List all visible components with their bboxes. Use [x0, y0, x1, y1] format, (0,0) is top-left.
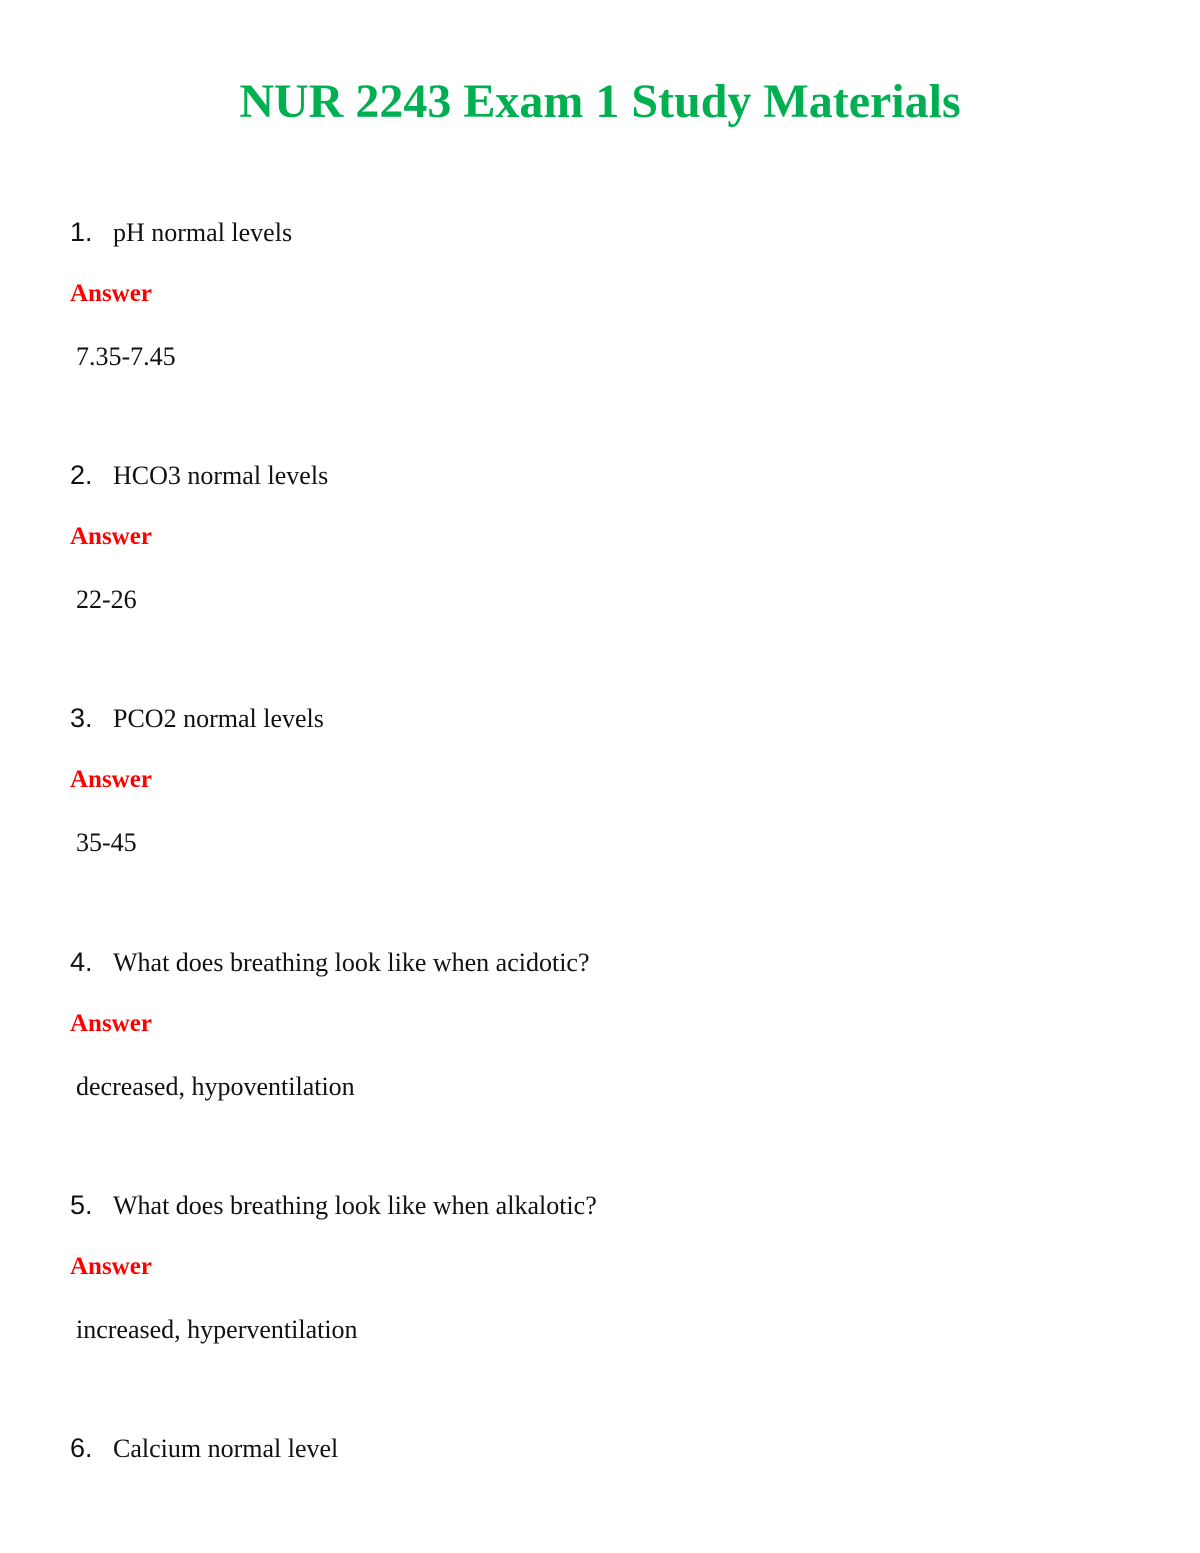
question	[70, 458, 1130, 492]
answer-label: Answer	[70, 1253, 152, 1280]
answer-text: increased, hyperventilation	[76, 1315, 358, 1344]
question	[70, 701, 1130, 735]
qa-item-6	[70, 1431, 1130, 1465]
answer-label: Answer	[70, 523, 152, 550]
qa-item-2	[70, 458, 1130, 617]
question	[70, 1188, 1130, 1222]
question-text: PCO2 normal levels	[113, 704, 324, 733]
answer-label: Answer	[70, 766, 152, 793]
question-number: 5.	[70, 1190, 93, 1220]
qa-item-3	[70, 701, 1130, 860]
question	[70, 215, 1130, 249]
question-number: 2.	[70, 460, 93, 490]
question-text: Calcium normal level	[113, 1434, 339, 1463]
question-number: 3.	[70, 703, 93, 733]
qa-item-5	[70, 1188, 1130, 1347]
question-number: 6.	[70, 1433, 93, 1463]
question-number: 4.	[70, 947, 93, 977]
answer-text: 22-26	[76, 585, 137, 614]
question	[70, 945, 1130, 979]
question-text: HCO3 normal levels	[113, 461, 329, 490]
question	[70, 1431, 1130, 1465]
question-text: What does breathing look like when acidotic?	[113, 948, 590, 977]
answer-text: decreased, hypoventilation	[76, 1072, 355, 1101]
answer-label: Answer	[70, 280, 152, 307]
question-number: 1.	[70, 217, 93, 247]
answer-label: Answer	[70, 1010, 152, 1037]
question-text: pH normal levels	[113, 218, 293, 247]
question-text: What does breathing look like when alkalotic?	[113, 1191, 597, 1220]
page-title: NUR 2243 Exam 1 Study Materials	[239, 75, 961, 128]
qa-item-4	[70, 945, 1130, 1104]
answer-text: 7.35-7.45	[76, 342, 176, 371]
answer-text: 35-45	[76, 828, 137, 857]
qa-item-1	[70, 215, 1130, 374]
